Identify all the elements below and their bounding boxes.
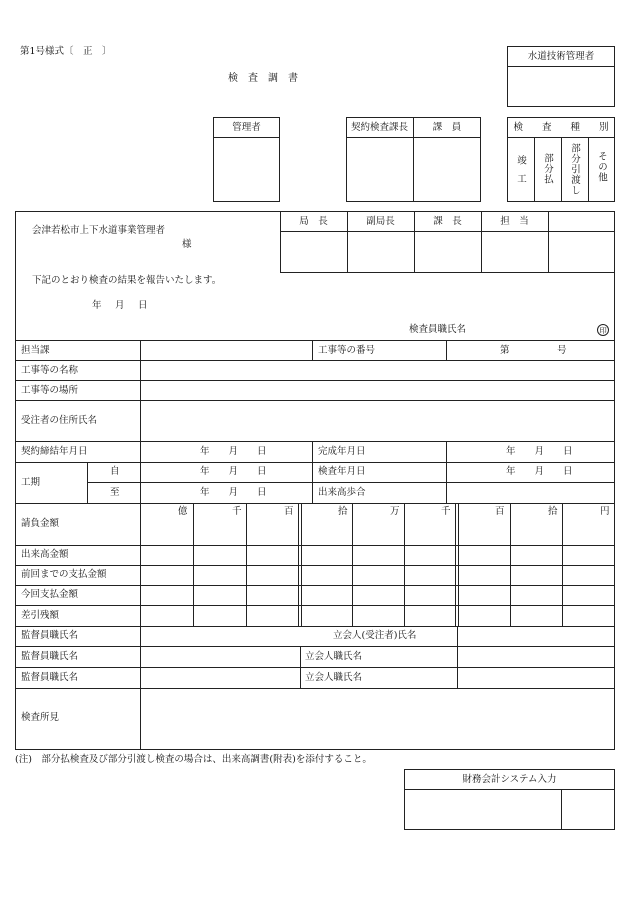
work-no-value[interactable]: 第 号	[500, 345, 567, 356]
approval-chief: 課 長	[433, 216, 462, 227]
unit-juu-2: 拾	[548, 506, 558, 517]
type-partial-delivery[interactable]: 部分引渡し	[568, 143, 580, 196]
work-place-label: 工事等の場所	[21, 385, 79, 396]
period-from-label: 自	[110, 466, 120, 477]
document-title: 検 査 調 書	[228, 73, 298, 84]
contract-date-label: 契約締結年月日	[21, 446, 88, 457]
balance-label: 差引残額	[21, 610, 60, 621]
work-name-label: 工事等の名称	[21, 365, 79, 376]
progress-rate-label: 出来高歩合	[318, 487, 366, 498]
witness-contractor-label: 立会人(受注者)氏名	[333, 630, 417, 641]
period-to-label: 至	[110, 487, 120, 498]
inspection-date-value[interactable]: 年 月 日	[506, 466, 573, 477]
approval-charge: 担 当	[500, 216, 529, 227]
findings-label: 検査所見	[21, 712, 60, 723]
witness-official-label-2: 立会人職氏名	[305, 672, 363, 683]
completion-date-label: 完成年月日	[318, 446, 366, 457]
completion-date-value[interactable]: 年 月 日	[506, 446, 573, 457]
seal-mark: 印	[597, 324, 609, 336]
current-payment-label: 今回支払金額	[21, 589, 79, 600]
note: (注) 部分払検査及び部分引渡し検査の場合は、出来高調書(附表)を添付すること。	[15, 754, 372, 765]
finance-system-label: 財務会計システム入力	[462, 774, 557, 785]
type-other[interactable]: その他	[595, 151, 607, 183]
period-to-value[interactable]: 年 月 日	[200, 487, 267, 498]
addressee: 会津若松市上下水道事業管理者	[32, 225, 166, 236]
manager-label: 管理者	[232, 122, 261, 133]
unit-juu-1: 拾	[338, 506, 348, 517]
type-partial-payment[interactable]: 部分払	[541, 153, 553, 185]
contract-amount-label: 請負金額	[21, 518, 60, 529]
contract-chief-label: 契約検査課長	[350, 122, 408, 133]
type-completion[interactable]: 竣工	[514, 155, 526, 192]
supervisor-label-1: 監督員職氏名	[21, 630, 79, 641]
unit-man: 万	[390, 506, 400, 517]
witness-official-label-1: 立会人職氏名	[305, 651, 363, 662]
inspector-name-label: 検査員職氏名	[409, 324, 467, 335]
unit-hyaku-1: 百	[284, 506, 294, 517]
approval-deputy: 副局長	[366, 216, 395, 227]
unit-hyaku-2: 百	[495, 506, 505, 517]
supervisor-label-2: 監督員職氏名	[21, 651, 79, 662]
contract-date-value[interactable]: 年 月 日	[200, 446, 267, 457]
unit-yen: 円	[600, 506, 610, 517]
progress-amount-label: 出来高金額	[21, 549, 69, 560]
unit-oku: 億	[178, 506, 188, 517]
period-from-value[interactable]: 年 月 日	[200, 466, 267, 477]
unit-sen-2: 千	[441, 506, 451, 517]
work-no-label: 工事等の番号	[318, 345, 376, 356]
previous-payment-label: 前回までの支払金額	[21, 569, 107, 580]
report-text: 下記のとおり検査の結果を報告いたします。	[32, 275, 222, 286]
unit-sen-1: 千	[232, 506, 242, 517]
period-label: 工期	[21, 477, 41, 488]
inspection-form	[15, 211, 615, 750]
report-date[interactable]: 年 月 日	[92, 300, 150, 311]
contractor-label: 受注者の住所氏名	[21, 415, 98, 426]
tech-manager-label: 水道技術管理者	[527, 51, 595, 62]
staff-label: 課 員	[432, 122, 462, 133]
inspection-date-label: 検査年月日	[318, 466, 366, 477]
supervisor-label-3: 監督員職氏名	[21, 672, 79, 683]
honorific: 様	[182, 239, 192, 250]
dept-label: 担当課	[21, 345, 50, 356]
form-number: 第1号様式〔 正 〕	[20, 46, 112, 57]
inspection-type-label: 検 査 種 別	[513, 122, 609, 133]
approval-director: 局 長	[299, 216, 328, 227]
